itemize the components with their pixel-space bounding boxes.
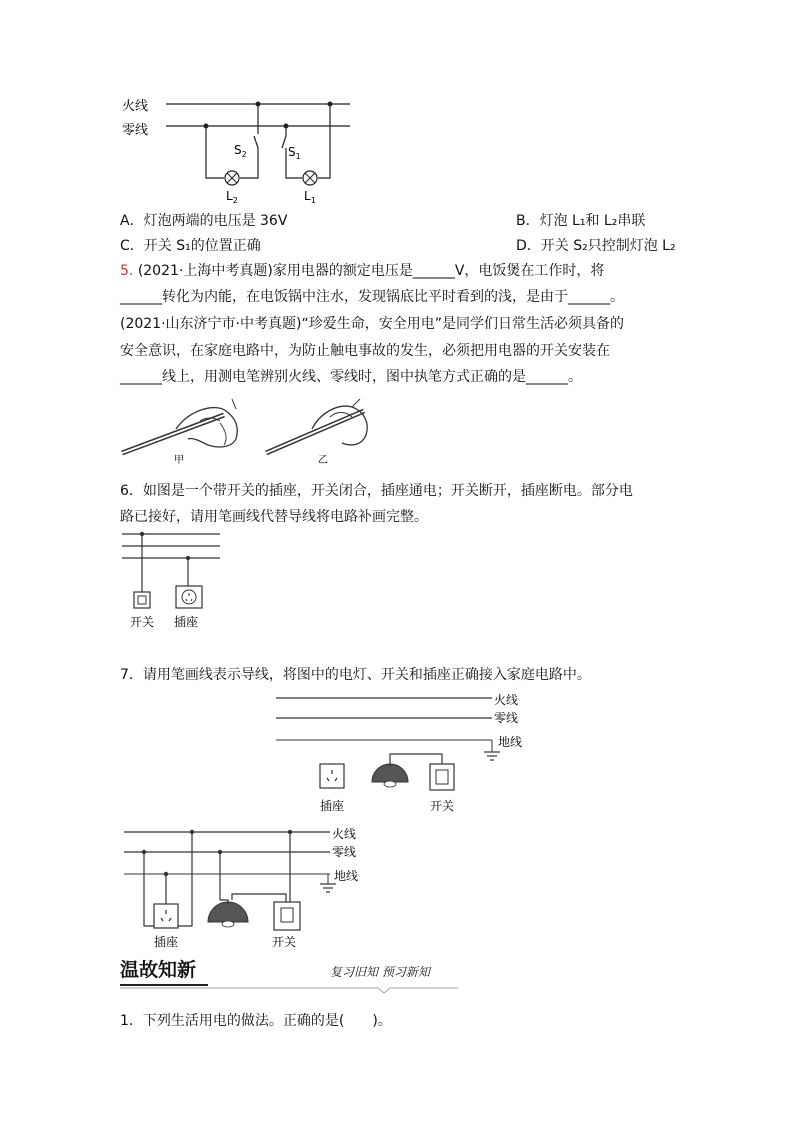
answer-socket [154, 904, 178, 928]
q5-line4: 安全意识，在家庭电路中，为防止触电事故的发生，必须把用电器的开关安装在 [120, 343, 610, 359]
s2-label: $S_2$ [234, 143, 247, 159]
q6-line1: 6．如图是一个带开关的插座，开关闭合，插座通电；开关断开，插座断电。部分电 [120, 483, 633, 499]
answer-live-label: 火线 [332, 827, 357, 841]
q7-socket [320, 764, 344, 788]
test-pen-yi [266, 399, 367, 453]
q6-line2: 路已接好，请用笔画线代替导线将电路补画完整。 [120, 509, 428, 525]
q6-switch-label: 开关 [130, 615, 155, 629]
option-c: C．开关 S₁的位置正确 [120, 238, 261, 254]
q7-socket-label: 插座 [320, 799, 345, 813]
q7-live-label: 火线 [494, 693, 519, 707]
switch-s1 [282, 136, 286, 148]
q6-socket-label: 插座 [174, 615, 199, 629]
q7-switch [430, 764, 454, 790]
q7-line1: 7．请用笔画线表示导线，将图中的电灯、开关和插座正确接入家庭电路中。 [120, 667, 591, 683]
q7-ground-label: 地线 [498, 735, 523, 749]
answer-ground-label: 地线 [334, 869, 359, 883]
live-wire-label: 火线 [122, 99, 149, 114]
switch-s2 [254, 136, 258, 148]
answer-switch [274, 902, 300, 930]
q7-neutral-label: 零线 [494, 711, 519, 725]
q7-lamp [372, 764, 408, 782]
l2-label: $L_2$ [226, 189, 238, 205]
pen-label-jia: 甲 [174, 455, 184, 466]
q6-socket [176, 586, 202, 608]
answer-socket-label: 插座 [154, 935, 179, 949]
pen-label-yi: 乙 [318, 455, 328, 466]
q5-line1: 5. (2021·上海中考真题)家用电器的额定电压是______V，电饭煲在工作时，将 [120, 263, 605, 279]
q5-number: 5. [120, 263, 134, 279]
answer-neutral-label: 零线 [332, 845, 357, 859]
option-d: D．开关 S₂只控制灯泡 L₂ [516, 238, 676, 254]
option-b: B．灯泡 L₁和 L₂串联 [516, 213, 646, 229]
q7-diagram [270, 690, 530, 818]
review-divider [120, 982, 460, 994]
answer-switch-label: 开关 [272, 935, 297, 949]
s1-label: $S_1$ [288, 145, 301, 161]
q5-line3: (2021·山东济宁市·中考真题)“珍爱生命，安全用电”是同学们日常生活必须具备的 [120, 316, 624, 332]
option-a: A．灯泡两端的电压是 36V [120, 213, 288, 229]
l1-label: $L_1$ [304, 189, 316, 205]
test-pen-jia [122, 399, 237, 453]
review-section-subtitle: 复习旧知 预习新知 [330, 965, 430, 979]
q7-switch-label: 开关 [430, 799, 455, 813]
answer-lamp [208, 902, 248, 922]
neutral-wire-label: 零线 [122, 123, 149, 138]
q5-line5: ______线上，用测电笔辨别火线、零线时，图中执笔方式正确的是______。 [120, 369, 582, 385]
q1-line: 1．下列生活用电的做法。正确的是( )。 [120, 1013, 392, 1029]
review-section-title: 温故知新 [120, 959, 197, 981]
test-pen-figure [116, 395, 386, 467]
q5-line2: ______转化为内能，在电饭锅中注水，发现锅底比平时看到的浅，是由于______。 [120, 289, 624, 305]
q6-switch [134, 592, 150, 608]
q6-diagram [120, 528, 230, 634]
answer-diagram [120, 822, 370, 954]
circuit-diagram-1 [118, 92, 358, 207]
